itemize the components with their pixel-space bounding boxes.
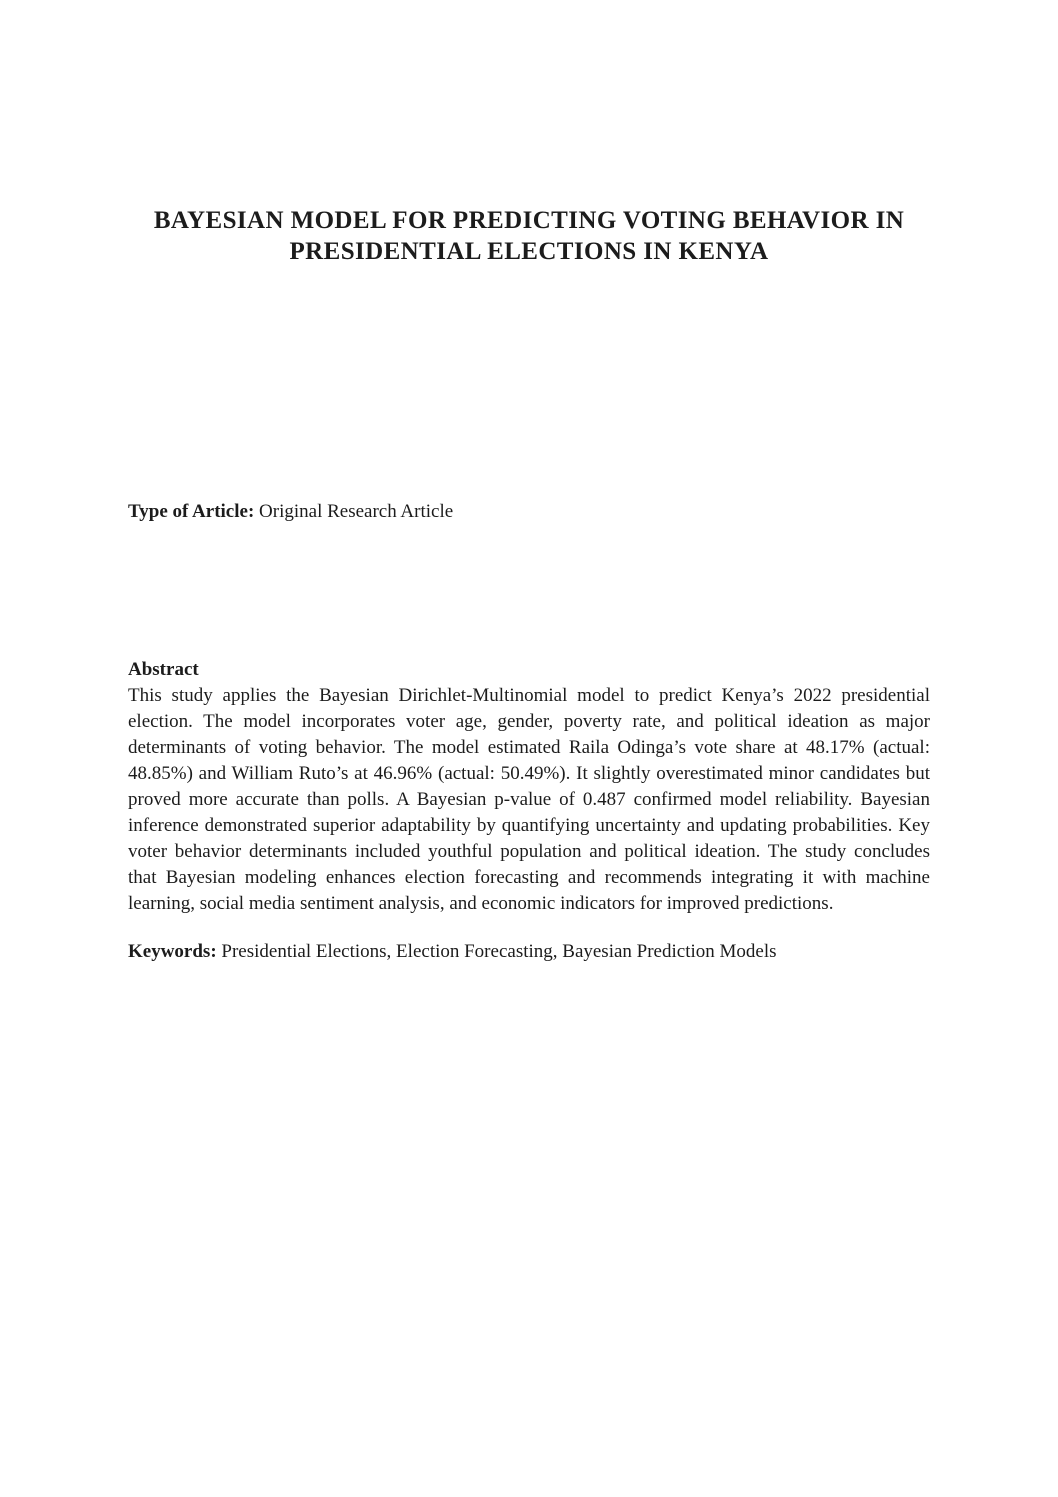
keywords-label: Keywords:	[128, 941, 217, 962]
paper-title: BAYESIAN MODEL FOR PREDICTING VOTING BEHAVIOR IN PRESIDENTIAL ELECTIONS IN KENYA	[153, 207, 905, 265]
abstract-paragraph: This study applies the Bayesian Dirichlet-Multinomial model to predict Kenya’s 2022 presidential election. The model incorporates voter age, gender, poverty rate, and political ideation as major determinants of voting behavior. The model estimated Raila Odinga’s vote share at 48.17% (actual: 48.85%) and William Ruto’s at 46.96% (actual: 50.49%). It slightly overestimated minor candidates but proved more accurate than polls. A Bayesian p-value of 0.487 confirmed model reliability. Bayesian inference demonstrated superior adaptability by quantifying uncertainty and updating probabilities. Key voter behavior determinants included youthful population and political ideation. The study concludes that Bayesian modeling enhances election forecasting and recommends integrating it with machine learning, social media sentiment analysis, and economic indicators for improved predictions.	[128, 685, 930, 914]
type-of-article-line	[128, 499, 930, 525]
keywords-line	[128, 939, 930, 965]
type-of-article-label: Type of Article:	[128, 501, 255, 522]
type-of-article-value: Original Research Article	[259, 501, 454, 522]
abstract-heading: Abstract	[128, 659, 199, 680]
keywords-value: Presidential Elections, Election Forecasting, Bayesian Prediction Models	[221, 941, 777, 962]
